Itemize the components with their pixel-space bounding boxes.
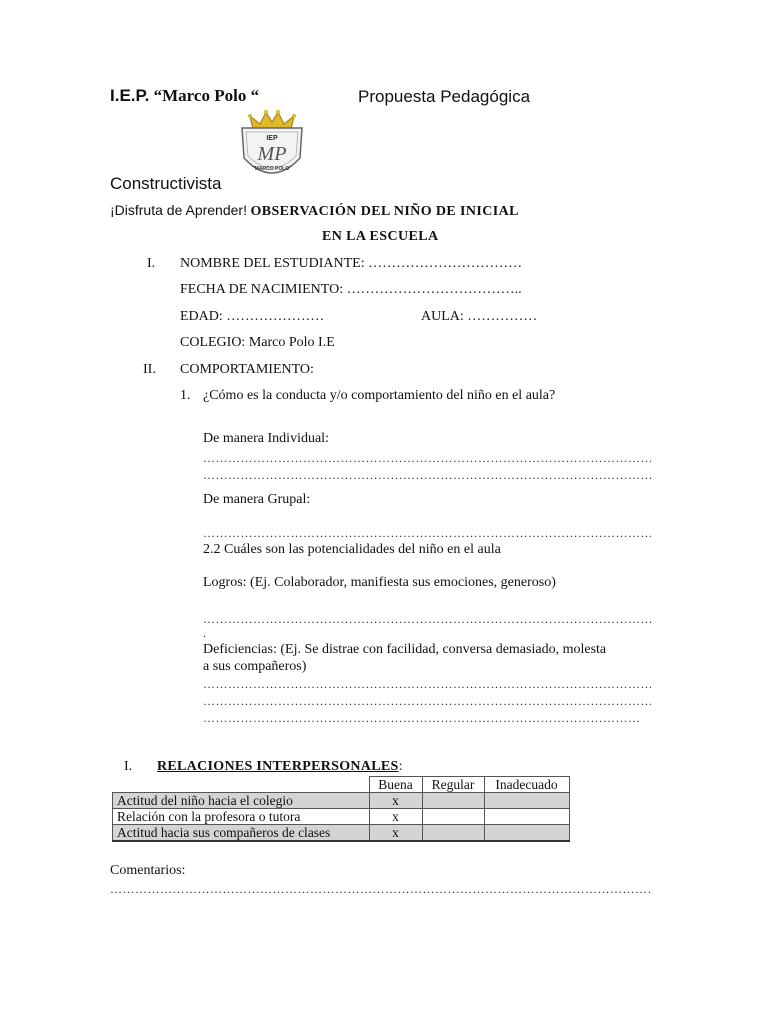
age-field: EDAD: ………………… [180,309,325,324]
question-2: 2.2 Cuáles son las potencialidades del niño en el aula [203,542,501,557]
row-label: Actitud hacia sus compañeros de clases [113,825,370,842]
section-3-title: RELACIONES INTERPERSONALES [157,759,399,774]
tagline-line [110,202,519,220]
deficiencias-answer-line-1 [203,677,651,692]
aula-field: AULA: …………… [421,309,538,324]
cell-buena[interactable]: x [369,793,422,809]
form-heading-2: EN LA ESCUELA [322,229,439,244]
individual-answer-line-2 [203,468,651,483]
individual-label: De manera Individual: [203,431,329,446]
logo-bottom-text: "MARCO POLO" [252,166,292,172]
comments-answer-line [110,882,652,897]
relations-table [112,776,570,842]
logros-answer-end: . [203,626,206,640]
cell-buena[interactable]: x [369,809,422,825]
cell-buena[interactable]: x [369,825,422,842]
student-name-field: NOMBRE DEL ESTUDIANTE: …………………………… [180,256,523,271]
cell-inadecuado[interactable] [484,793,569,809]
logo-top-text: IEP [266,135,278,142]
table-row [113,825,570,842]
table-row [113,793,570,809]
school-field: COLEGIO: Marco Polo I.E [180,335,335,350]
column-header-buena: Buena [369,777,422,793]
logros-answer-line [203,612,651,627]
deficiencias-label-2: a sus compañeros) [203,659,307,674]
grupal-label: De manera Grupal: [203,492,311,507]
section-2-numeral: II. [143,362,156,377]
deficiencias-label: Deficiencias: (Ej. Se distrae con facilidad, conversa demasiado, molesta [203,642,607,657]
row-label: Relación con la profesora o tutora [113,809,370,825]
question-1: ¿Cómo es la conducta y/o comportamiento del niño en el aula? [203,388,556,403]
section-2-title: COMPORTAMIENTO: [180,362,314,377]
cell-inadecuado[interactable] [484,809,569,825]
header-line [110,86,259,106]
table-corner [113,777,370,793]
grupal-answer-line [203,526,651,541]
page-subtitle: Constructivista [110,174,222,193]
comments-label: Comentarios: [110,863,186,878]
column-header-regular: Regular [422,777,484,793]
section-3-colon: : [398,759,403,774]
school-logo [236,106,308,186]
form-heading: OBSERVACIÓN DEL NIÑO DE INICIAL [250,204,519,219]
logo-monogram: MP [257,143,287,165]
tagline: ¡Disfruta de Aprender! [110,202,247,218]
table-row [113,809,570,825]
cell-inadecuado[interactable] [484,825,569,842]
page-title: Propuesta Pedagógica [358,87,531,106]
deficiencias-answer-line-3 [203,711,639,726]
cell-regular[interactable] [422,825,484,842]
section-3-numeral: I. [124,759,133,774]
row-label: Actitud del niño hacia el colegio [113,793,370,809]
iep-label: I.E.P. [110,86,150,105]
deficiencias-answer-line-2 [203,694,651,709]
cell-regular[interactable] [422,809,484,825]
table-header-row [113,777,570,793]
individual-answer-line-1 [203,451,651,466]
column-header-inadecuado: Inadecuado [484,777,569,793]
section-1-numeral: I. [147,256,156,271]
logros-label: Logros: (Ej. Colaborador, manifiesta sus emociones, generoso) [203,575,556,590]
school-name: “Marco Polo “ [153,86,260,105]
birth-date-field: FECHA DE NACIMIENTO: ……………………………….. [180,282,522,297]
question-1-number: 1. [180,388,191,403]
section-3-title-line [157,759,403,775]
cell-regular[interactable] [422,793,484,809]
